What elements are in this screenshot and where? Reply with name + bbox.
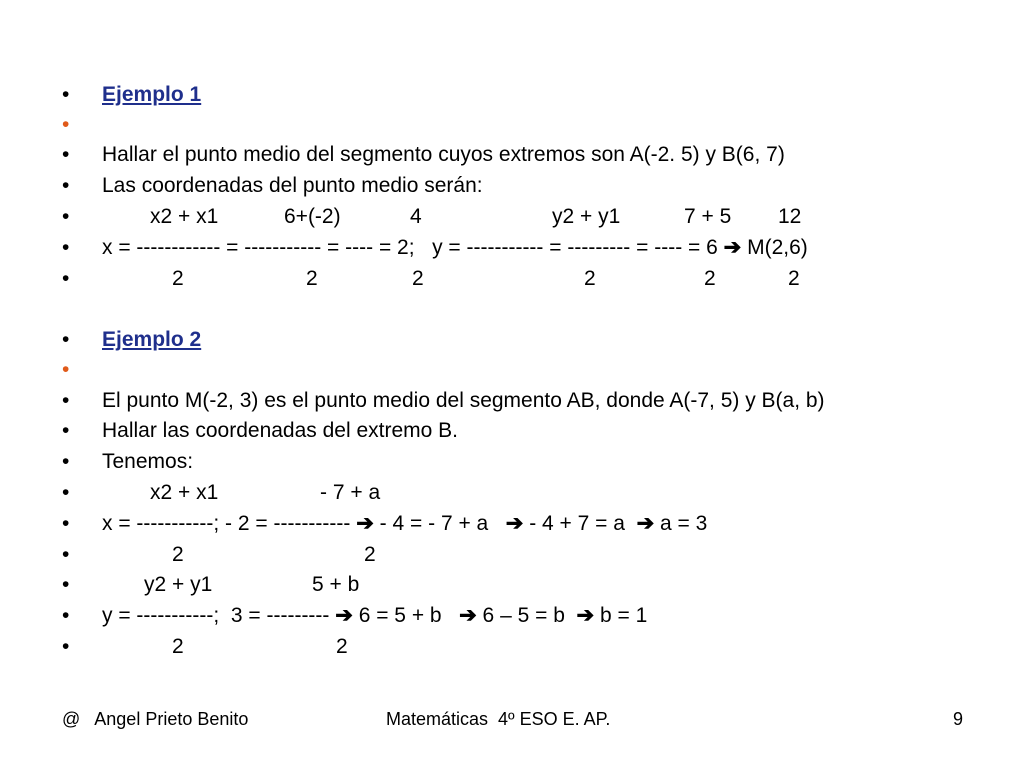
ej1-fraction-line xyxy=(0,233,1000,263)
bullet: • xyxy=(62,419,70,442)
arrow-icon: ➔ xyxy=(636,512,655,535)
ej2-heading-line xyxy=(0,325,1000,355)
footer-course: Matemáticas 4º ESO E. AP. xyxy=(386,709,611,729)
ej1-den: 2 xyxy=(584,267,596,290)
ej2-den-x-line xyxy=(0,540,1000,570)
bullet: • xyxy=(62,205,70,228)
bullet: • xyxy=(62,450,70,473)
ej2-tenemos-line xyxy=(0,447,1000,477)
bullet: • xyxy=(62,174,70,197)
ej2-den-y: 2 xyxy=(336,635,348,658)
ej1-den: 2 xyxy=(306,267,318,290)
ej2-den-y-line xyxy=(0,632,1000,662)
ej1-num-x: x2 + x1 xyxy=(150,205,219,228)
ej2-den-x: 2 xyxy=(364,543,376,566)
ej2-x-b: - 4 = - 7 + a xyxy=(373,512,506,535)
arrow-icon: ➔ xyxy=(723,236,742,259)
bullet: • xyxy=(62,635,70,658)
ej1-fraction-start: x = ------------ = ----------- = ---- = 2; y = ----------- = --------- = ---- = 6 xyxy=(102,236,724,259)
arrow-icon: ➔ xyxy=(459,604,477,627)
arrow-icon: ➔ xyxy=(356,512,374,535)
ej2-num-y-val: 5 + b xyxy=(312,573,360,596)
ej1-num-y: y2 + y1 xyxy=(552,205,621,228)
ej1-heading-line xyxy=(0,80,1000,110)
ej2-num-x-val: - 7 + a xyxy=(320,481,381,504)
bullet: • xyxy=(62,512,70,535)
ej1-fraction xyxy=(102,233,808,263)
ej2-heading: Ejemplo 2 xyxy=(102,328,202,351)
bullet: • xyxy=(62,573,70,596)
ej1-num-x-val: 6+(-2) xyxy=(284,205,341,228)
ej1-num-y-val: 7 + 5 xyxy=(684,205,732,228)
bullet: • xyxy=(62,481,70,504)
ej2-num-x-line xyxy=(0,478,1000,508)
ej2-y-a: y = -----------; 3 = --------- xyxy=(102,604,336,627)
ej1-den: 2 xyxy=(412,267,424,290)
ej1-numerator-line xyxy=(0,202,1000,232)
empty-line xyxy=(0,110,1000,140)
ej2-tenemos: Tenemos: xyxy=(102,450,194,473)
ej2-y-line xyxy=(0,601,1000,631)
arrow-icon: ➔ xyxy=(576,604,595,627)
bullet: • xyxy=(62,604,70,627)
footer-page-number: 9 xyxy=(953,709,964,729)
ej1-den: 2 xyxy=(704,267,716,290)
ej2-x-line xyxy=(0,509,1000,539)
ej1-denominator-line xyxy=(0,264,1000,294)
ej2-y-b: 6 = 5 + b xyxy=(352,604,460,627)
ej1-intro: Las coordenadas del punto medio serán: xyxy=(102,174,483,197)
ej2-den-y: 2 xyxy=(172,635,184,658)
bullet: • xyxy=(62,236,70,259)
ej2-num-y-line xyxy=(0,570,1000,600)
ej2-y-d: b = 1 xyxy=(594,604,648,627)
bullet: • xyxy=(62,389,70,412)
ej2-statement: El punto M(-2, 3) es el punto medio del segmento AB, donde A(-7, 5) y B(a, b) xyxy=(102,389,825,412)
ej2-den-x: 2 xyxy=(172,543,184,566)
bullet: • xyxy=(62,358,70,381)
bullet: • xyxy=(62,543,70,566)
ej1-num-x-res: 4 xyxy=(410,205,422,228)
ej1-heading: Ejemplo 1 xyxy=(102,83,202,106)
ej1-den: 2 xyxy=(788,267,800,290)
ej1-den: 2 xyxy=(172,267,184,290)
ej1-fraction-end: M(2,6) xyxy=(741,236,808,259)
bullet: • xyxy=(62,328,70,351)
footer-author: @ Angel Prieto Benito xyxy=(62,709,249,729)
ej1-num-y-res: 12 xyxy=(778,205,802,228)
bullet: • xyxy=(62,267,70,290)
bullet: • xyxy=(62,143,70,166)
ej2-x-c: - 4 + 7 = a xyxy=(523,512,637,535)
ej2-num-y: y2 + y1 xyxy=(144,573,213,596)
ej2-ask: Hallar las coordenadas del extremo B. xyxy=(102,419,459,442)
ej2-x-eq xyxy=(102,509,707,539)
arrow-icon: ➔ xyxy=(505,512,524,535)
ej2-y-c: 6 – 5 = b xyxy=(476,604,577,627)
ej2-x-a: x = -----------; - 2 = ----------- xyxy=(102,512,357,535)
bullet: • xyxy=(62,83,70,106)
ej2-ask-line xyxy=(0,416,1000,446)
ej2-y-eq xyxy=(102,601,647,631)
ej2-statement-line xyxy=(0,386,1000,416)
empty-line xyxy=(0,355,1000,385)
arrow-icon: ➔ xyxy=(335,604,353,627)
ej2-x-d: a = 3 xyxy=(654,512,708,535)
ej1-intro-line xyxy=(0,171,1000,201)
ej1-statement: Hallar el punto medio del segmento cuyos extremos son A(-2. 5) y B(6, 7) xyxy=(102,143,785,166)
ej1-statement-line xyxy=(0,140,1000,170)
ej2-num-x: x2 + x1 xyxy=(150,481,219,504)
bullet: • xyxy=(62,113,70,136)
